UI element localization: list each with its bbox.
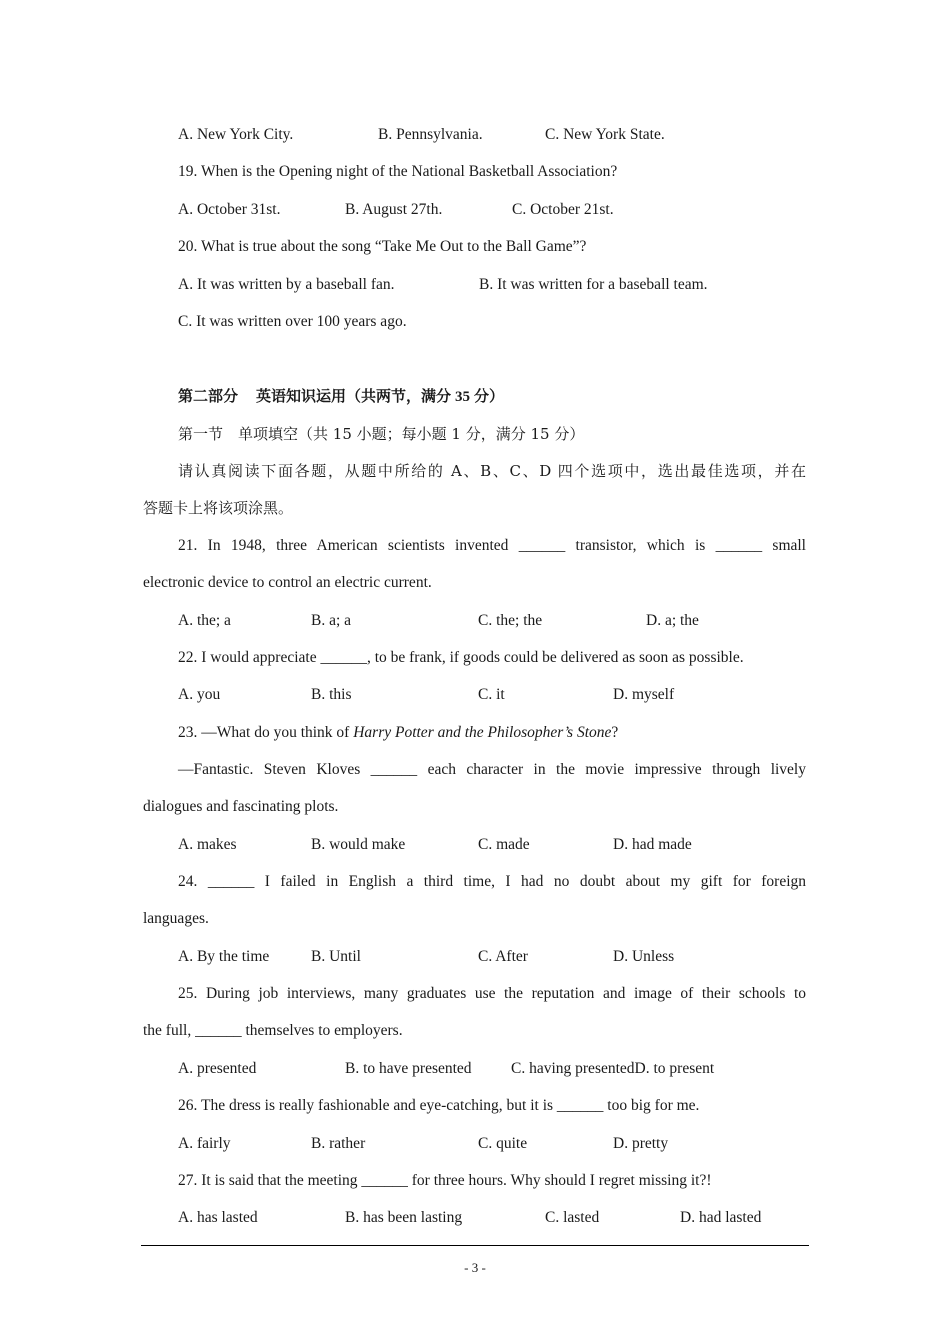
q21-option-c: C. the; the xyxy=(478,612,543,629)
q19-option-a: A. October 31st. xyxy=(178,201,281,218)
q21-stem-line2: electronic device to control an electric current. xyxy=(143,574,432,591)
q20-option-b: B. It was written for a baseball team. xyxy=(479,276,708,293)
q22-option-a: A. you xyxy=(178,686,221,703)
q22-option-c: C. it xyxy=(478,686,505,703)
q21-option-b: B. a; a xyxy=(311,612,352,629)
q23-stem-line1 xyxy=(178,723,618,743)
q26-option-c: C. quite xyxy=(478,1135,528,1152)
q25-stem-line1: 25. During job interviews, many graduates use the reputation and image of their schools to xyxy=(178,985,806,1002)
q21-stem-line1: 21. In 1948, three American scientists invented ______ transistor, which is ______ small xyxy=(178,537,806,554)
q21-option-a: A. the; a xyxy=(178,612,231,629)
q18-option-a: A. New York City. xyxy=(178,126,294,143)
q18-option-c: C. New York State. xyxy=(545,126,665,143)
q26-option-b: B. rather xyxy=(311,1135,366,1152)
q24-option-c: C. After xyxy=(478,948,528,965)
q23-prefix: 23. —What do you think of xyxy=(178,724,354,741)
q22-option-b: B. this xyxy=(311,686,352,703)
q23-stem-line2: —Fantastic. Steven Kloves ______ each character in the movie impressive through lively xyxy=(178,761,806,778)
q24-option-a: A. By the time xyxy=(178,948,270,965)
q25-option-c: C. having presentedD. to present xyxy=(511,1060,715,1077)
q20-option-c: C. It was written over 100 years ago. xyxy=(178,313,407,330)
section-subheading: 第一节 单项填空（共 15 小题；每小题 1 分，满分 15 分） xyxy=(178,425,585,443)
q23-option-c: C. made xyxy=(478,836,530,853)
q27-stem: 27. It is said that the meeting ______ for three hours. Why should I regret missing it?! xyxy=(178,1172,712,1189)
q18-option-b: B. Pennsylvania. xyxy=(378,126,483,143)
q24-stem-line2: languages. xyxy=(143,910,209,927)
section-heading-score: 35 xyxy=(455,389,471,405)
section-instruction-line1: 请认真阅读下面各题，从题中所给的 A、B、C、D 四个选项中，选出最佳选项，并在 xyxy=(178,462,806,480)
section-heading-part: 第二部分 xyxy=(178,387,239,405)
q23-option-d: D. had made xyxy=(613,836,692,853)
q20-stem: 20. What is true about the song “Take Me Out to the Ball Game”? xyxy=(178,238,587,255)
q26-option-d: D. pretty xyxy=(613,1135,669,1152)
q23-book-title: Harry Potter and the Philosopher’s Stone xyxy=(353,724,612,741)
q23-suffix: ? xyxy=(611,724,619,741)
section-heading xyxy=(178,386,504,407)
q23-stem-line3: dialogues and fascinating plots. xyxy=(143,798,339,815)
q27-option-c: C. lasted xyxy=(545,1209,600,1226)
q19-option-b: B. August 27th. xyxy=(345,201,443,218)
section-heading-title: 英语知识运用（共两节，满分 xyxy=(256,387,452,405)
q25-option-a: A. presented xyxy=(178,1060,257,1077)
q25-stem-line2: the full, ______ themselves to employers. xyxy=(143,1022,403,1039)
footer-divider xyxy=(141,1245,809,1246)
q27-option-a: A. has lasted xyxy=(178,1209,258,1226)
q24-option-d: D. Unless xyxy=(613,948,675,965)
section-instruction-line2: 答题卡上将该项涂黑。 xyxy=(143,499,294,517)
q23-option-a: A. makes xyxy=(178,836,237,853)
q24-stem-line1: 24. ______ I failed in English a third time, I had no doubt about my gift for foreign xyxy=(178,873,806,890)
page-number: - 3 - xyxy=(464,1260,486,1275)
q20-option-a: A. It was written by a baseball fan. xyxy=(178,276,395,293)
q26-stem: 26. The dress is really fashionable and eye-catching, but it is ______ too big for me. xyxy=(178,1097,700,1114)
q25-option-b: B. to have presented xyxy=(345,1060,472,1077)
q22-option-d: D. myself xyxy=(613,686,675,703)
q24-option-b: B. Until xyxy=(311,948,361,965)
q21-option-d: D. a; the xyxy=(646,612,699,629)
q26-option-a: A. fairly xyxy=(178,1135,231,1152)
q27-option-d: D. had lasted xyxy=(680,1209,762,1226)
q23-option-b: B. would make xyxy=(311,836,406,853)
q19-stem: 19. When is the Opening night of the National Basketball Association? xyxy=(178,163,618,180)
q27-option-b: B. has been lasting xyxy=(345,1209,463,1226)
q22-stem: 22. I would appreciate ______, to be frank, if goods could be delivered as soon as possible. xyxy=(178,649,744,666)
q19-option-c: C. October 21st. xyxy=(512,201,614,218)
section-heading-end: 分） xyxy=(474,387,505,405)
